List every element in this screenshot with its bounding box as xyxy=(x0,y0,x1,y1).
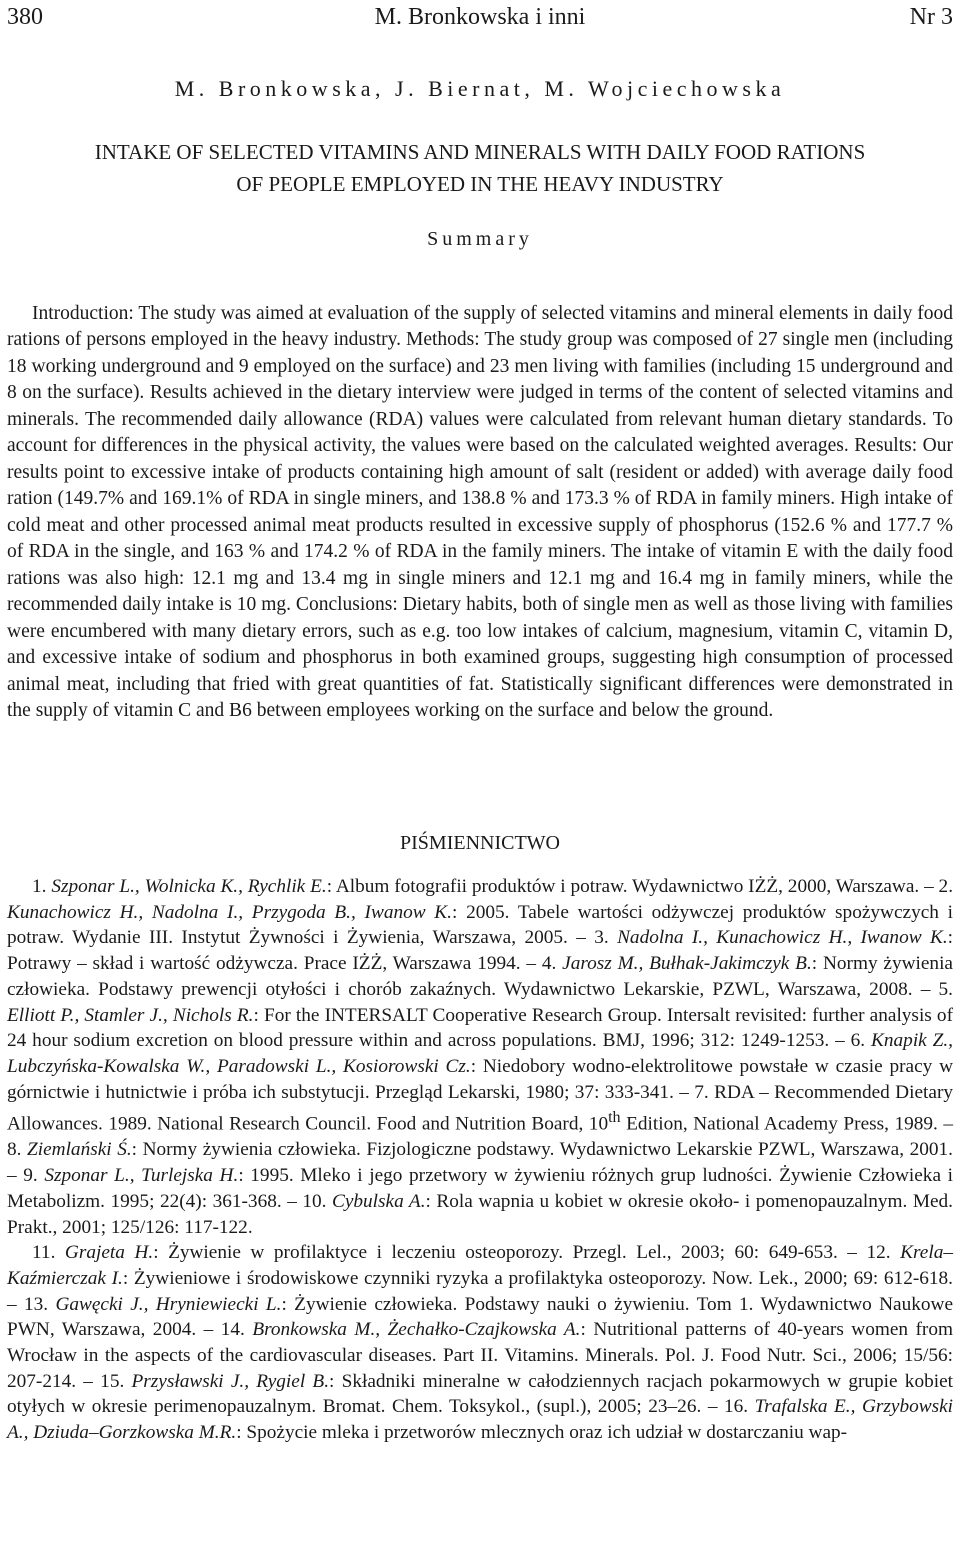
references-heading: PIŚMIENNICTWO xyxy=(400,832,560,854)
references-paragraph-1: 1. Szponar L., Wolnicka K., Rychlik E.: Album fotografii produktów i potraw. Wydawnictwo IŻŻ, 2000, Warszawa. – 2. Kunachowicz H., Nadolna I., Przygoda B., Iwanow K.: 2005. Tabele wartości odżywczej produktów spożywczych i potraw. Wydanie III. Instytut Żywności i Żywienia, Warszawa, 2005. – 3. Nadolna I., Kunachowicz H., Iwanow K.: Potrawy – skład i wartość odżywcza. Prace IŻŻ, Warszawa 1994. – 4. Jarosz M., Bułhak-Jakimczyk B.: Normy żywienia człowieka. Podstawy prewencji otyłości i chorób zakaźnych. Wydawnictwo Lekarskie, PZWL, Warszawa, 2008. – 5. Elliott P., Stamler J., Nichols R.: For the INTERSALT Cooperative Research Group. Intersalt revisited: further analysis of 24 hour sodium excretion on blood pressure within and across populations. BMJ, 1996; 312: 1249-1253. – 6. Knapik Z., Lubczyńska-Kowalska W., Paradowski L., Kosiorowski Cz.: Niedobory wodno-elektrolitowe powstałe w czasie pracy w górnictwie i hutnictwie i próba ich substytucji. Przegląd Lekarski, 1980; 37: 333-341. – 7. RDA – Recommended Dietary Allowances. 1989. National Research Council. Food and Nutrition Board, 10th Edition, National Academy Press, 1989. – 8. Ziemlański Ś.: Normy żywienia człowieka. Fizjologiczne podstawy. Wydawnictwo Lekarskie PZWL, Warszawa, 2001. – 9. Szponar L., Turlejska H.: 1995. Mleko i jego przetwory w żywieniu różnych grup ludności. Żywienie Człowieka i Metabolizm. 1995; 22(4): 361-368. – 10. Cybulska A.: Rola wapnia u kobiet w okresie około- i pomenopauzalnym. Med. Prakt., 2001; 125/126: 117-122. xyxy=(7,876,954,1238)
article-title xyxy=(0,136,960,200)
abstract-text: Introduction: The study was aimed at evaluation of the supply of selected vitamins and mineral elements in daily food rations of persons employed in the heavy industry. Methods: The study group was composed of 27 single men (including 18 working underground and 9 employed on the surface) and 23 men living with families (including 15 underground and 8 on the surface). Results achieved in the dietary interview were judged in terms of the content of selected vitamins and minerals. The recommended daily allowance (RDA) values were calculated from relevant human dietary standards. To account for differences in the physical activity, the values were based on the calculated weighted averages. Results: Our results point to excessive intake of products containing high amount of salt (resident or added) with average daily food ration (149.7% and 169.1% of RDA in single miners, and 138.8 % and 173.3 % of RDA in family miners. High intake of cold meat and other processed animal meat products resulted in excessive supply of phosphorus (152.6 % and 177.7 % of RDA in the single, and 163 % and 174.2 % of RDA in the family miners. The intake of vitamin E with the daily food rations was also high: 12.1 mg and 13.4 mg in single miners and 12.1 mg and 16.4 mg in family miners, while the recommended daily intake is 10 mg. Conclusions: Dietary habits, both of single men as well as those living with families were encumbered with many dietary errors, such as e.g. too low intakes of calcium, magnesium, vitamin C, vitamin D, and excessive intake of sodium and phosphorus in both examined groups, suggesting high consumption of processed animal meat, including that fried with great quantities of fat. Statistically significant differences were demonstrated in the supply of vitamin C and B6 between employees working on the surface and below the ground. xyxy=(7,302,953,721)
running-header xyxy=(7,0,953,34)
title-line-2: OF PEOPLE EMPLOYED IN THE HEAVY INDUSTRY xyxy=(236,172,724,196)
page-number: 380 xyxy=(7,4,43,30)
article-authors: M. Bronkowska, J. Biernat, M. Wojciechowska xyxy=(174,76,786,101)
summary-heading: Summary xyxy=(427,228,533,250)
running-title: M. Bronkowska i inni xyxy=(374,4,586,30)
issue-number: Nr 3 xyxy=(909,4,953,30)
references-list xyxy=(7,874,953,1446)
references-paragraph-2: 11. Grajeta H.: Żywienie w profilaktyce i leczeniu osteoporozy. Przegl. Lel., 2003; 60: 649-653. – 12. Krela–Kaźmierczak I.: Żywieniowe i środowiskowe czynniki ryzyka a profilaktyka osteoporozy. Now. Lek., 2000; 69: 612-618. – 13. Gawęcki J., Hryniewiecki L.: Żywienie człowieka. Podstawy nauki o żywieniu. Tom 1. Wydawnictwo Naukowe PWN, Warszawa, 2004. – 14. Bronkowska M., Żechałko-Czajkowska A.: Nutritional patterns of 40-years women from Wrocław in the aspects of the cardiovascular diseases. Part II. Vitamins. Minerals. Pol. J. Food Nutr. Sci., 2006; 15/56: 207-214. – 15. Przysławski J., Rygiel B.: Składniki mineralne w całodziennych racjach pokarmowych w grupie kobiet otyłych w okresie perimenopauzalnym. Bromat. Chem. Toksykol., (supl.), 2005; 23–26. – 16. Trafalska E., Grzybowski A., Dziuda–Gorzkowska M.R.: Spożycie mleka i przetworów mlecznych oraz ich udział w dostarczaniu wap- xyxy=(7,1242,954,1444)
title-line-1: INTAKE OF SELECTED VITAMINS AND MINERALS WITH DAILY FOOD RATIONS xyxy=(94,140,866,164)
